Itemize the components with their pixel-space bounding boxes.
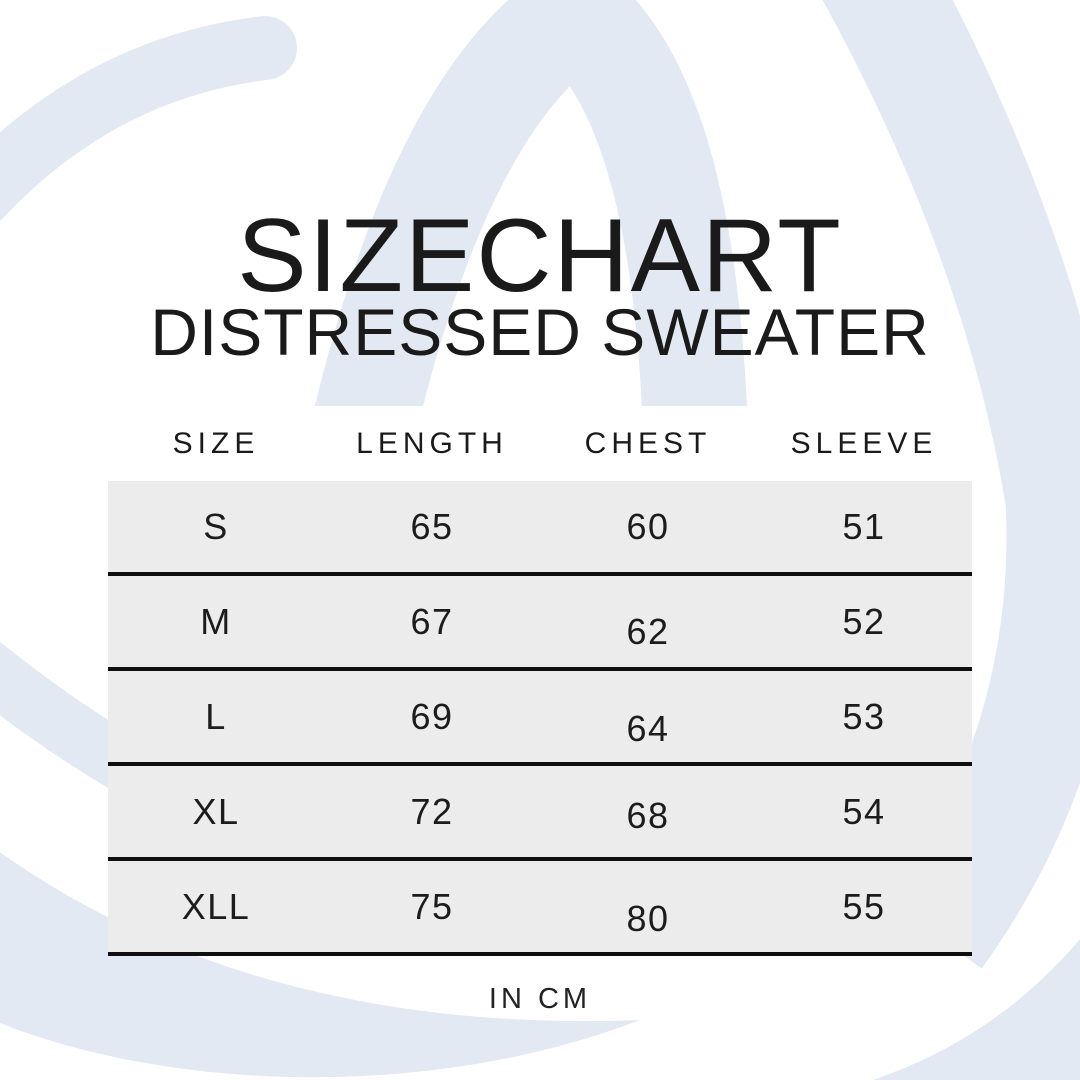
length-cell: 65 [410, 505, 454, 547]
table-row-l [108, 671, 972, 766]
length-cell: 75 [410, 885, 454, 927]
table-row-s [108, 481, 972, 576]
length-cell: 67 [410, 600, 454, 642]
chest-cell: 64 [626, 707, 670, 749]
header-cell-sleeve: SLEEVE [790, 426, 938, 460]
header-cell-length: LENGTH [356, 426, 508, 460]
table-row-xl [108, 766, 972, 861]
table-row-m [108, 576, 972, 671]
size-cell: S [203, 505, 229, 547]
page-subtitle: DISTRESSED SWEATER [150, 295, 930, 369]
sleeve-cell: 55 [842, 885, 886, 927]
size-cell: XLL [181, 885, 251, 927]
length-cell: 72 [410, 790, 454, 832]
size-table [108, 406, 972, 956]
sleeve-cell: 52 [842, 600, 886, 642]
chest-cell: 68 [626, 794, 670, 836]
chest-cell: 62 [626, 610, 670, 652]
chest-cell: 60 [626, 505, 670, 547]
size-cell: XL [192, 790, 240, 832]
table-header-row [108, 406, 972, 481]
size-cell: M [200, 600, 232, 642]
header-cell-size: SIZE [172, 426, 260, 460]
sleeve-cell: 51 [842, 505, 886, 547]
sleeve-cell: 53 [842, 695, 886, 737]
unit-note: IN CM [488, 983, 592, 1015]
chest-cell: 80 [626, 897, 670, 939]
size-cell: L [205, 695, 227, 737]
table-row-xll [108, 861, 972, 956]
header-cell-chest: CHEST [584, 426, 712, 460]
length-cell: 69 [410, 695, 454, 737]
sleeve-cell: 54 [842, 790, 886, 832]
page-title: SIZECHART [237, 198, 843, 314]
